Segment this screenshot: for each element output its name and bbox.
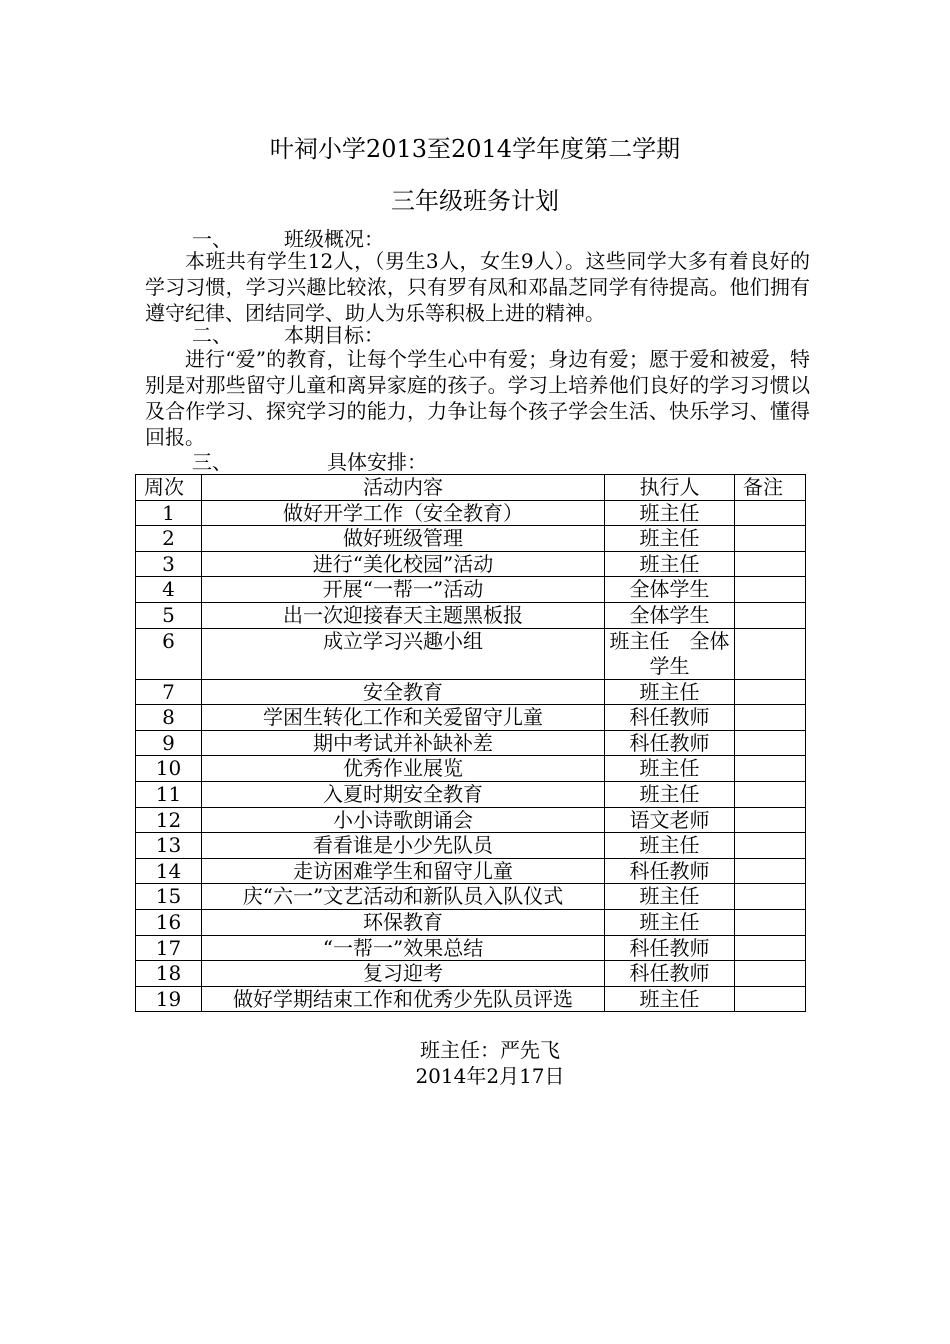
cell-activity: 学困生转化工作和关爱留守儿童	[202, 705, 605, 731]
table-row	[136, 781, 806, 807]
cell-executor: 科任教师	[605, 705, 735, 731]
cell-executor: 班主任	[605, 551, 735, 577]
cell-week: 16	[136, 909, 202, 935]
cell-week: 11	[136, 781, 202, 807]
cell-activity: 期中考试并补缺补差	[202, 730, 605, 756]
section1-title: 班级概况：	[284, 227, 384, 251]
cell-week: 9	[136, 730, 202, 756]
cell-activity: 安全教育	[202, 679, 605, 705]
signature-date: 2014年2月17日	[415, 1064, 565, 1088]
header-remarks: 备注	[735, 475, 806, 501]
table-row	[136, 679, 806, 705]
section2-heading	[192, 322, 384, 348]
document-title: 叶祠小学2013至2014学年度第二学期	[269, 135, 681, 163]
cell-executor: 班主任	[605, 986, 735, 1012]
cell-activity: 走访困难学生和留守儿童	[202, 858, 605, 884]
cell-executor: 语文老师	[605, 807, 735, 833]
cell-executor: 全体学生	[605, 577, 735, 603]
cell-activity: 环保教育	[202, 909, 605, 935]
cell-remarks	[735, 679, 806, 705]
table-row	[136, 986, 806, 1012]
cell-activity: 小小诗歌朗诵会	[202, 807, 605, 833]
table-header-row	[136, 475, 806, 501]
cell-week: 18	[136, 961, 202, 987]
cell-remarks	[735, 526, 806, 552]
cell-week: 14	[136, 858, 202, 884]
cell-activity: 复习迎考	[202, 961, 605, 987]
cell-executor: 科任教师	[605, 961, 735, 987]
cell-remarks	[735, 986, 806, 1012]
cell-remarks	[735, 909, 806, 935]
section3-number: 三、	[192, 450, 232, 474]
cell-week: 19	[136, 986, 202, 1012]
cell-activity: 优秀作业展览	[202, 756, 605, 782]
section1-number: 一、	[192, 227, 232, 251]
section2-paragraph: 进行“爱”的教育，让每个学生心中有爱；身边有爱；愿于爱和被爱，特别是对那些留守儿童和离异家庭的孩子。学习上培养他们良好的学习习惯以及合作学习、探究学习的能力，力争让每个孩子学会生活、快乐学习、懂得回报。	[145, 347, 810, 449]
cell-activity: 出一次迎接春天主题黑板报	[202, 602, 605, 628]
header-activity: 活动内容	[202, 475, 605, 501]
cell-week: 1	[136, 500, 202, 526]
cell-executor: 班主任 全体学生	[605, 628, 735, 679]
cell-remarks	[735, 500, 806, 526]
cell-activity: “一帮一”效果总结	[202, 935, 605, 961]
table-row	[136, 577, 806, 603]
header-executor: 执行人	[605, 475, 735, 501]
section2-title: 本期目标：	[284, 323, 384, 347]
table-row	[136, 551, 806, 577]
table-row	[136, 628, 806, 679]
cell-remarks	[735, 756, 806, 782]
cell-remarks	[735, 730, 806, 756]
cell-activity: 进行“美化校园”活动	[202, 551, 605, 577]
cell-activity: 成立学习兴趣小组	[202, 628, 605, 679]
cell-remarks	[735, 961, 806, 987]
cell-executor: 全体学生	[605, 602, 735, 628]
cell-activity: 入夏时期安全教育	[202, 781, 605, 807]
cell-week: 8	[136, 705, 202, 731]
header-week: 周次	[136, 475, 202, 501]
cell-remarks	[735, 858, 806, 884]
table-row	[136, 756, 806, 782]
cell-executor: 科任教师	[605, 730, 735, 756]
schedule-table	[135, 474, 806, 1012]
cell-executor: 班主任	[605, 679, 735, 705]
cell-week: 7	[136, 679, 202, 705]
cell-executor: 班主任	[605, 526, 735, 552]
table-row	[136, 705, 806, 731]
section3-title: 具体安排：	[327, 450, 427, 474]
cell-activity: 做好开学工作（安全教育）	[202, 500, 605, 526]
cell-executor: 班主任	[605, 833, 735, 859]
cell-activity: 开展“一帮一”活动	[202, 577, 605, 603]
cell-executor: 班主任	[605, 500, 735, 526]
section3-heading	[192, 449, 427, 475]
table-row	[136, 961, 806, 987]
cell-week: 4	[136, 577, 202, 603]
cell-week: 2	[136, 526, 202, 552]
cell-week: 5	[136, 602, 202, 628]
cell-week: 10	[136, 756, 202, 782]
table-row	[136, 858, 806, 884]
table-row	[136, 807, 806, 833]
cell-week: 13	[136, 833, 202, 859]
cell-remarks	[735, 935, 806, 961]
document-subtitle: 三年级班务计划	[391, 187, 559, 215]
cell-activity: 看看谁是小少先队员	[202, 833, 605, 859]
cell-remarks	[735, 781, 806, 807]
table-row	[136, 935, 806, 961]
cell-remarks	[735, 577, 806, 603]
cell-week: 12	[136, 807, 202, 833]
cell-week: 15	[136, 884, 202, 910]
signature-teacher: 班主任：严先飞	[420, 1038, 560, 1062]
table-row	[136, 909, 806, 935]
cell-week: 3	[136, 551, 202, 577]
section2-number: 二、	[192, 323, 232, 347]
cell-week: 17	[136, 935, 202, 961]
table-row	[136, 602, 806, 628]
cell-remarks	[735, 602, 806, 628]
table-row	[136, 833, 806, 859]
cell-remarks	[735, 807, 806, 833]
cell-remarks	[735, 705, 806, 731]
cell-activity: 做好班级管理	[202, 526, 605, 552]
cell-remarks	[735, 551, 806, 577]
table-row	[136, 500, 806, 526]
cell-remarks	[735, 884, 806, 910]
cell-remarks	[735, 628, 806, 679]
cell-executor: 科任教师	[605, 858, 735, 884]
cell-executor: 班主任	[605, 781, 735, 807]
cell-week: 6	[136, 628, 202, 679]
table-row	[136, 526, 806, 552]
table-row	[136, 730, 806, 756]
cell-activity: 做好学期结束工作和优秀少先队员评选	[202, 986, 605, 1012]
cell-remarks	[735, 833, 806, 859]
cell-activity: 庆“六一”文艺活动和新队员入队仪式	[202, 884, 605, 910]
table-row	[136, 884, 806, 910]
cell-executor: 班主任	[605, 909, 735, 935]
cell-executor: 科任教师	[605, 935, 735, 961]
cell-executor: 班主任	[605, 884, 735, 910]
section1-paragraph: 本班共有学生12人，（男生3人，女生9人）。这些同学大多有着良好的学习习惯，学习兴趣比较浓，只有罗有凤和邓晶芝同学有待提高。他们拥有遵守纪律、团结同学、助人为乐等积极上进的精神。	[145, 249, 810, 325]
cell-executor: 班主任	[605, 756, 735, 782]
